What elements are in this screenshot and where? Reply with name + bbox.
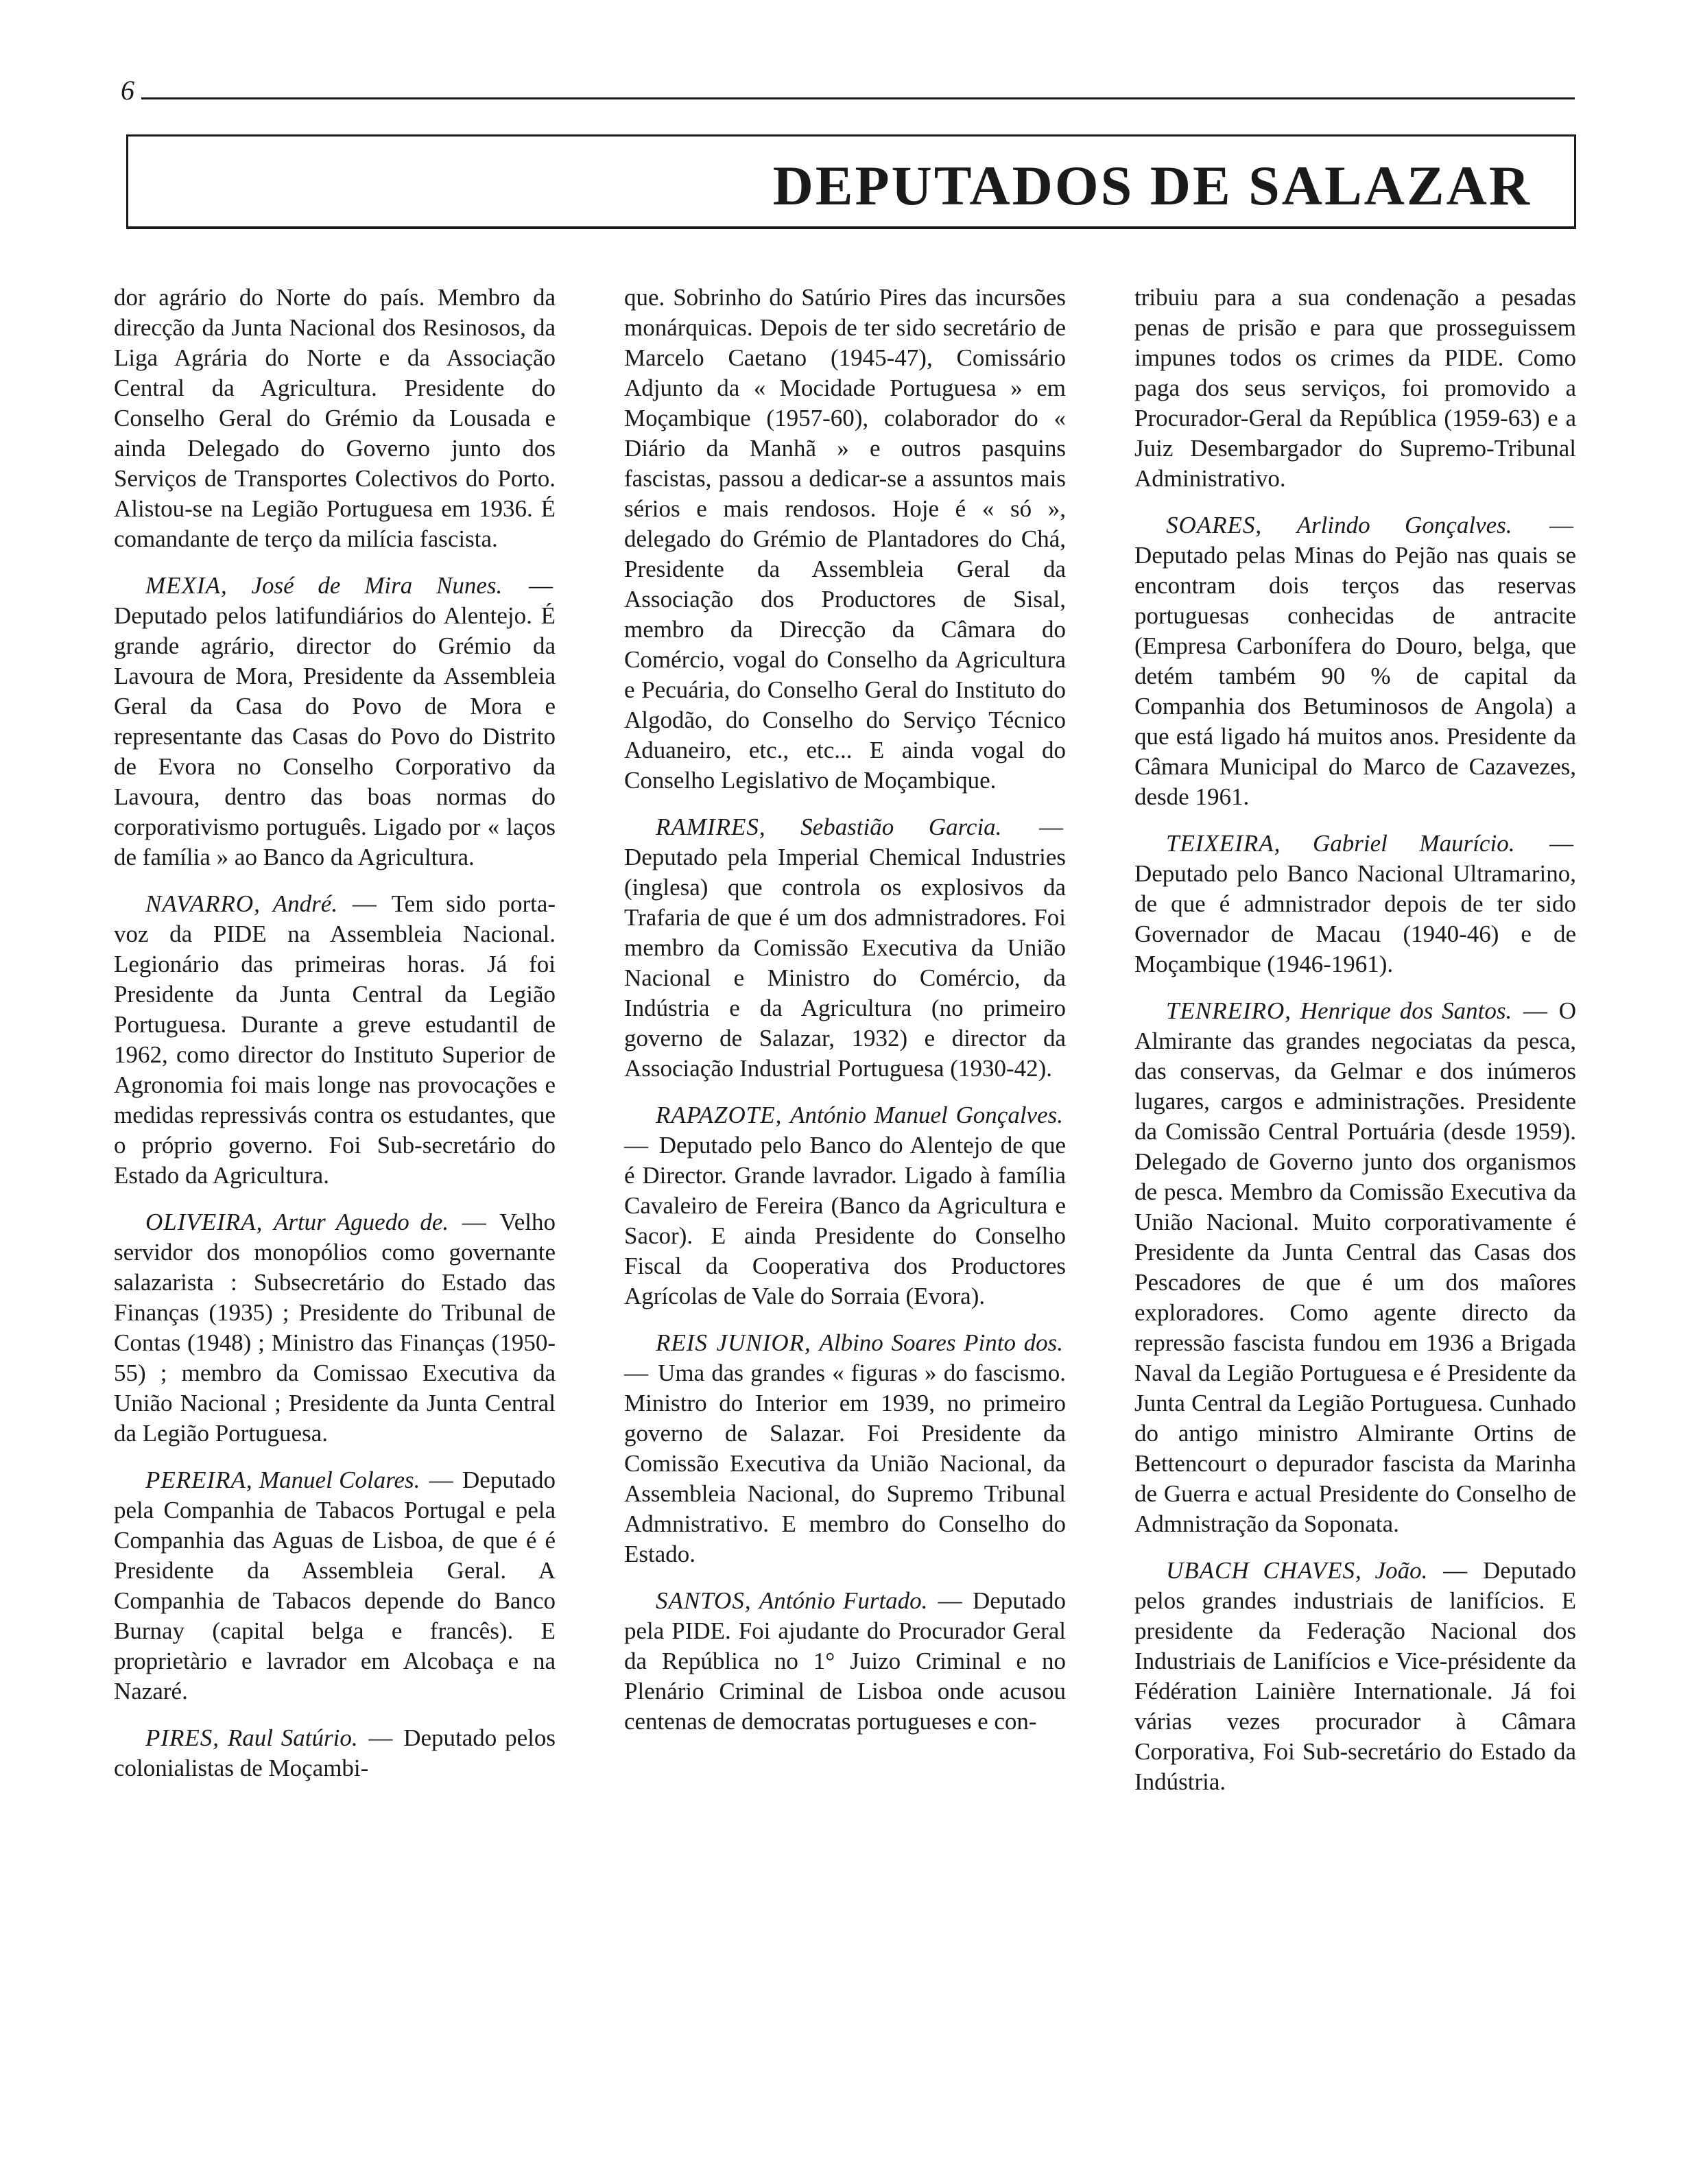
deputy-given-names: Henrique dos Santos. [1300,997,1512,1024]
entry-text: tribuiu para a sua condenação a pesadas penas de prisão e para que prosseguissem impunes todos os crimes da PIDE. Como paga dos seus serviços, foi promovido a Procurador-Geral da República (1959-63) e a Juiz Desembargador do Supremo-Tribunal Administrativo. [1134,284,1576,492]
deputy-surname: NAVARRO, [145,890,261,917]
deputy-given-names: Arlindo Gonçalves. [1296,512,1512,538]
em-dash-separator: — [1517,830,1574,857]
entry-text: Deputado pelos grandes industriais de lanifícios. E presidente da Federação Nacional dos Industriais de Lanifícios e Vice-présidente da Fédération Lainière Internationale. Já foi várias vezes procurador à Câmara Corporativa, Foi Sub-secretário do Estado da Indústria. [1134,1557,1577,1795]
text-column-2 [624,283,1066,1753]
entry-text: Uma das grandes « figuras » do fascismo. Ministro do Interior em 1939, no primeiro governo de Salazar. Foi Presidente da Comissão Executiva da União Nacional, da Assembleia Nacional, do Supremo Tribunal Admnistrativo. E membro do Conselho do Estado. [624,1360,1067,1567]
em-dash-separator: — [1004,814,1064,840]
deputy-given-names: Raul Satúrio. [227,1724,358,1751]
entry-text: que. Sobrinho do Satúrio Pires das incursões monárquicas. Depois de ter sido secretário de Marcelo Caetano (1945-47), Comissário Adjunto da « Mocidade Portuguesa » em Moçambique (1957-60), colaborador do « Diário da Manhã » e outros pasquins fascistas, passou a dedicar-se a assuntos mais sérios e mais rendosos. Hoje é « só », delegado do Grémio de Plantadores do Chá, Presidente da Assembleia Geral da Associação dos Productores de Sisal, membro da Direcção da Câmara do Comércio, vogal do Conselho da Agricultura e Pecuária, do Conselho Geral do Instituto do Algodão, do Conselho do Serviço Técnico Aduaneiro, etc., etc... E ainda vogal do Conselho Legislativo de Moçambique. [624,284,1066,794]
deputy-surname: UBACH CHAVES, [1166,1557,1362,1584]
deputy-surname: RAMIRES, [656,814,766,840]
deputy-entry [114,1465,556,1707]
deputy-surname: SOARES, [1166,512,1263,538]
em-dash-separator: — [1514,997,1556,1024]
deputy-surname: MEXIA, [145,572,228,599]
entry-text: dor agrário do Norte do país. Membro da direcção da Junta Nacional dos Resinosos, da Liga Agrária do Norte e da Associação Central da Agricultura. Presidente do Conselho Geral do Grémio da Lousada e ainda Delegado do Governo junto dos Serviços de Transportes Colectivos do Porto. Alistou-se na Legião Portuguesa em 1936. É comandante de terço da milícia fascista. [114,284,556,552]
em-dash-separator: — [930,1587,970,1614]
deputy-entry [1134,1556,1576,1797]
em-dash-separator: — [360,1724,401,1751]
deputy-entry [114,1723,556,1783]
entry-text: Deputado pelo Banco Nacional Ultramarino, de que é admnistrador depois de ter sido Governador de Macau (1940-46) e de Moçambique (1946-1961). [1134,860,1576,977]
deputy-surname: SANTOS, [656,1587,752,1614]
deputy-surname: PIRES, [145,1724,220,1751]
entry-text: Deputado pela Imperial Chemical Industries (inglesa) que controla os explosivos da Trafaria de que é um dos admnistradores. Foi membro da Comissão Executiva da União Nacional e Ministro do Comércio, da Indústria e da Agricultura (no primeiro governo de Salazar, 1932) e director da Associação Industrial Portuguesa (1930-42). [624,844,1066,1082]
deputy-given-names: Sebastião Garcia. [800,814,1002,840]
deputy-entry [1134,829,1576,980]
deputy-surname: REIS JUNIOR, [656,1329,811,1356]
deputy-entry [114,1207,556,1449]
deputy-surname: OLIVEIRA, [145,1209,263,1235]
entry-text: Deputado pelas Minas do Pejão nas quais se encontram dois terços das reservas portuguesas conhecidas de antracite (Empresa Carbonífera do Douro, belga, que detém também 90 % de capital da Companhia dos Betuminosos de Angola) a que está ligado há muitos anos. Presidente da Câmara Municipal do Marco de Cazavezes, desde 1961. [1134,542,1576,810]
deputy-entry [624,812,1066,1084]
deputy-entry [114,571,556,873]
deputy-given-names: José de Mira Nunes. [251,572,503,599]
continued-paragraph [114,283,556,554]
deputy-entry [624,1100,1066,1311]
entry-text: Deputado pela Companhia de Tabacos Portugal e pela Companhia das Aguas de Lisboa, de que é é Presidente da Assembleia Geral. A Companhia de Tabacos depende do Banco Burnay (capital belga e francês). E proprietàrio e lavrador em Alcobaça e na Nazaré. [114,1467,556,1705]
deputy-surname: RAPAZOTE, [656,1102,783,1128]
deputy-given-names: Manuel Colares. [259,1467,420,1493]
em-dash-separator: — [340,890,389,917]
top-rule [141,97,1575,99]
deputy-entry [624,1586,1066,1737]
em-dash-separator: — [624,1132,656,1159]
continued-paragraph [1134,283,1576,494]
entry-text: O Almirante das grandes negociatas da pesca, das conservas, da Gelmar e dos inúmeros lugares, cargos e administrações. Presidente da Comissão Central Portuária (desde 1959). Delegado de Governo junto dos organismos de pesca. Membro da Comissão Executiva da União Nacional. Muito corporativamente é Presidente da Junta Central das Casas dos Pescadores de que é um dos maîores exploradores. Como agente directo da repressão fascista fundou em 1936 a Brigada Naval da Legião Portuguesa e é Presidente da Junta Central da Legião Portuguesa. Cunhado do antigo ministro Almirante Ortins de Bettencourt o depurador fascista da Marinha de Guerra e actual Presidente do Conselho de Admnistração da Soponata. [1134,997,1577,1537]
entry-text: Deputado pela PIDE. Foi ajudante do Procurador Geral da República no 1° Juizo Criminal e no Plenário Criminal de Lisboa onde acusou centenas de democratas portugueses e con- [624,1587,1067,1735]
em-dash-separator: — [505,572,553,599]
continued-paragraph [624,283,1066,796]
page-title: DEPUTADOS DE SALAZAR [772,154,1532,217]
deputy-entry [624,1328,1066,1569]
deputy-given-names: Albino Soares Pinto dos. [819,1329,1063,1356]
deputy-surname: TENREIRO, [1166,997,1292,1024]
deputy-given-names: João. [1374,1557,1428,1584]
deputy-surname: TEIXEIRA, [1166,830,1281,857]
page-number: 6 [121,75,134,106]
deputy-given-names: André. [272,890,338,917]
text-column-3 [1134,283,1576,1814]
entry-text: Deputado pelos colonialistas de Moçambi- [114,1724,556,1781]
entry-text: Deputado pelo Banco do Alentejo de que é Director. Grande lavrador. Ligado à família Cavaleiro de Fereira (Banco da Agricultura e Sacor). E ainda Presidente do Conselho Fiscal da Cooperativa dos Productores Agrícolas de Vale do Sorraia (Evora). [624,1132,1066,1309]
em-dash-separator: — [451,1209,497,1235]
entry-text: Deputado pelos latifundiários do Alentejo. É grande agrário, director do Grémio da Lavoura de Mora, Presidente da Assembleia Geral da Casa do Povo de Mora e representante das Casas do Povo do Distrito de Evora no Conselho Corporativo da Lavoura, dentro das boas normas do corporativismo português. Ligado por « laços de família » ao Banco da Agricultura. [114,602,556,870]
entry-text: Velho servidor dos monopólios como governante salazarista : Subsecretário do Estado das Finanças (1935) ; Presidente do Tribunal de Contas (1948) ; Ministro das Finanças (1950-55) ; membro da Comissao Executiva da União Nacional ; Presidente da Junta Central da Legião Portuguesa. [114,1209,556,1447]
deputy-given-names: António Manuel Gonçalves. [790,1102,1063,1128]
deputy-given-names: Artur Aguedo de. [273,1209,449,1235]
em-dash-separator: — [1514,512,1573,538]
em-dash-separator: — [1430,1557,1480,1584]
deputy-entry [1134,996,1576,1539]
deputy-surname: PEREIRA, [145,1467,253,1493]
em-dash-separator: — [422,1467,460,1493]
title-box [126,134,1576,229]
em-dash-separator: — [624,1360,656,1386]
entry-text: Tem sido porta-voz da PIDE na Assembleia Nacional. Legionário das primeiras horas. Já foi Presidente da Junta Central da Legião Portuguesa. Durante a greve estudantil de 1962, como director do Instituto Superior de Agronomia foi mais longe nas provocações e medidas repressivás contra os estudantes, que o próprio governo. Foi Sub-secretário do Estado da Agricultura. [114,890,556,1189]
deputy-entry [1134,510,1576,812]
deputy-given-names: António Furtado. [759,1587,928,1614]
deputy-entry [114,889,556,1191]
text-column-1 [114,283,556,1800]
deputy-given-names: Gabriel Maurício. [1313,830,1515,857]
